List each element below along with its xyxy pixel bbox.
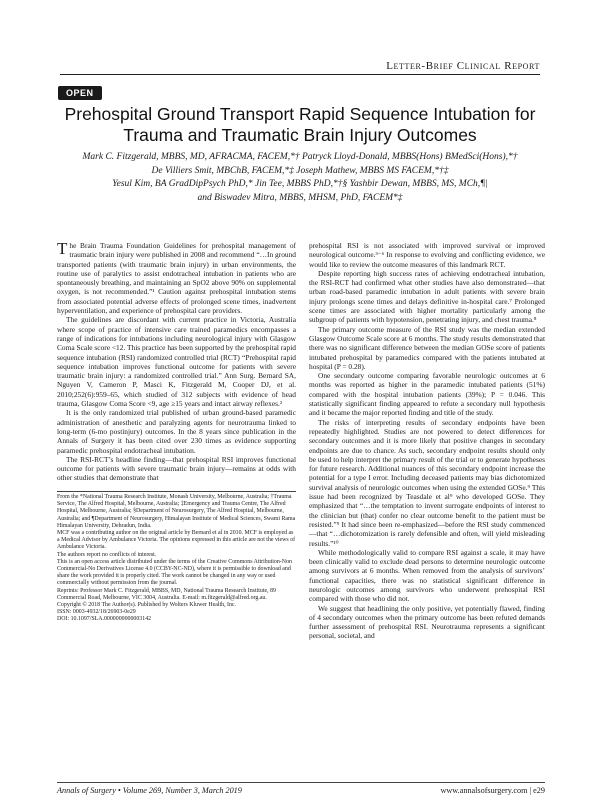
paragraph: The guidelines are discordant with current practice in Victoria, Australia where scope of practice of intensive care trained paramedics encompasses a range of indications for intubations including neurological injury with Glasgow Coma Scale score <12. This practice has been supported by the prehospital rapid sequence intubation (RSI) randomized controlled trial (RCT) “Prehospital rapid sequence intubation improves functional outcome for patients with severe traumatic brain injury: a randomized controlled trial.” Ann Surg. Bernard SA, Nguyen V, Cameron P, Masci K, Fitzgerald M, Cooper DJ, et al. 2010;252(6):959–65, which studied of 312 subjects with evidence of head trauma, Glasgow Coma Score <9, age ≥15 years and intact airway reflexes.² (57, 315, 296, 409)
footnote-doi: DOI: 10.1097/SLA.0000000000003142 (57, 616, 152, 623)
footnotes (57, 494, 296, 624)
footnote-affiliations: From the *National Trauma Research Institute, Monash University, Melbourne, Australia; †Trauma Service, The Alfred Hospital, Melbourne, Australia; ‡Emergency and Trauma Centre, The Alfred Hospital, Melbourne, Australia; §Department of Neurosurgery, The Alfred Hospital, Melbourne, Australia; and ¶Department of Neurosurgery, Himalayan Institute of Medical Sciences, Swami Rama Himalayan University, Dehradun, India. (57, 494, 296, 529)
title-line-2: Trauma and Traumatic Brain Injury Outcomes (123, 125, 477, 145)
authors-line-3: Yesul Kim, BA GradDipPsych PhD,* Jin Tee, MBBS PhD,*†§ Yashbir Dewan, MBBS, MS, MCh,¶| (112, 179, 488, 189)
journal-site-page: www.annalsofsurgery.com | e29 (440, 786, 545, 795)
paragraph: The primary outcome measure of the RSI study was the median extended Glasgow Outcome Scale score at 6 months. The study results demonstrated that there was no significant difference between the median GOSe score of patients intubated prehospital by paramedics compared with the patients intubated at hospital (P = 0.28). (309, 324, 545, 371)
paragraph: The RSI-RCT’s headline finding—that prehospital RSI improves functional outcome for patients with severe traumatic brain injury—remains at odds with other studies that demonstrate that (57, 454, 296, 483)
paragraph-text: he Brain Trauma Foundation Guidelines for prehospital management of traumatic brain injury were published in 2008 and recommend “…In ground transported patients (with traumatic brain injury) in urban environments, the routine use of paralytics to assist endotracheal intubation in patients who are spontaneously breathing, and maintaining an SpO2 above 90% on supplemental oxygen, is not recommended.”¹ Caution against prehospital intubation stems from associated potential adverse effects of prolonged scene times, inadvertent hyperventilation, and experience of prehospital care providers. (57, 241, 296, 316)
author-list (60, 151, 540, 205)
footnote-contribution: MCF was a contributing author on the original article by Bernard et al in 2010. MCF is employed as a Medical Advisor by Ambulance Victoria. The opinions expressed in this article are not the views of Ambulance Victoria. (57, 530, 296, 551)
paragraph: One secondary outcome comparing favorable neurologic outcomes at 6 months was reported as higher in the paramedic intubated patients (51%) compared with the hospital intubation patients (39%); P = 0.046. This statistically significant finding appeared to refute a secondary null hypothesis and it became the major reported finding and title of the study. (309, 371, 545, 418)
header-rule (60, 74, 540, 75)
paragraph: prehospital RSI is not associated with improved survival or improved neurological outcome.³⁻⁶ In response to evolving and conflicting evidence, we would like to review the outcome measures of this landmark RCT. (309, 241, 545, 269)
authors-line-2: De Villiers Smit, MBChB, FACEM,*‡ Joseph Mathew, MBBS MS FACEM,*†‡ (151, 165, 449, 176)
title-line-1: Prehospital Ground Transport Rapid Sequence Intubation for (64, 104, 536, 124)
footnote-conflicts: The authors report no conflicts of interest. (57, 551, 157, 558)
paragraph: While methodologically valid to compare RSI against a scale, it may have been clinically valid to exclude dead persons to determine neurologic outcome among survivors at 6 months. When removed from the analysis of survivors’ functional capacities, there was no statistical significant difference in neurologic outcomes among survivors who underwent prehospital RSI compared with those who did not. (309, 547, 545, 604)
drop-cap: T (57, 239, 68, 258)
footnote-license: This is an open access article distributed under the terms of the Creative Commons Attribution-Non Commercial-No Derivatives License 4.0 (CCBY-NC-ND), where it is permissible to download and share the work provided it is properly cited. The work cannot be changed in any way or used commercially without permission from the journal. (57, 558, 292, 587)
paragraph: We suggest that headlining the only positive, yet potentially flawed, finding of 4 secondary outcomes when the primary outcome has been refuted demands further assessment of prehospital RSI. Neurotrauma represents a significant personal, societal, and (309, 603, 545, 641)
paragraph: Despite reporting high success rates of achieving endotracheal intubation, the RSI-RCT had confirmed what other studies have also demonstrated—that urban road-based paramedic intubation in adult patients with severe brain injury prolongs scene times and delays definitive in-hospital care.⁷ Prolonged scene times are associated with higher mortality particularly among the subgroup of patients with hypotension, penetrating injury, and chest trauma.⁸ (309, 268, 545, 325)
footnote-issn: ISSN: 0003-4932/18/26903-0e29 (57, 609, 136, 616)
footnote-copyright: Copyright © 2018 The Author(s). Published by Wolters Kluwer Health, Inc. (57, 602, 237, 609)
footer-rule (57, 782, 545, 783)
journal-citation: Annals of Surgery • Volume 269, Number 3, March 2019 (57, 786, 242, 795)
left-column (57, 241, 296, 483)
footnote-reprints: Reprints: Professor Mark C. Fitzgerald, MBBS, MD, National Trauma Research Institute, 89 Commercial Road, Melbourne, VIC 3004, Australia. E-mail: m.fitzgerald@alfred.org.au. (57, 587, 276, 601)
right-column (309, 241, 545, 641)
authors-line-1: Mark C. Fitzgerald, MBBS, MD, AFRACMA, FACEM,*† Patryck Lloyd-Donald, MBBS(Hons) BMedSci(Hons),*† (82, 152, 518, 162)
paragraph: The risks of interpreting results of secondary endpoints have been repeatedly highlighted. Studies are not powered to detect differences for secondary outcomes and it is more likely that positive changes in secondary endpoints are due to chance. As such, secondary endpoint results should only be used to help interpret the primary result of the trial or to generate hypotheses for future research. Additional nuances of this secondary endpoint increase the potential for a type I error. Including deceased patients may bias dichotomized survival analysis of neurologic outcomes when using the extended GOSe.⁹ This issue had been recognized by Teasdale et al⁹ who developed GOSe. They emphasized that “…the temptation to invent surrogate endpoints of interest to the clinician but (that) confer no clear outcome benefit to the patient must be resisted.”⁹ It had since been re-emphasized—before the RSI study commenced—that “…dichotomization is rarely defensible and often, will yield misleading results.”¹⁰ (309, 417, 545, 548)
article-title (40, 104, 560, 146)
open-access-badge: OPEN (58, 86, 102, 100)
authors-line-4: and Biswadev Mitra, MBBS, MHSM, PhD, FACEM*‡ (197, 192, 403, 203)
paragraph: It is the only randomized trial published of urban ground-based paramedic administration of anesthetic and paralyzing agents for neurotrauma linked to long-term (6-mo postinjury) outcomes. In the 8 years since publication in the Annals of Surgery it has been cited over 230 times as evidence supporting paramedic prehospital endotracheal intubation. (57, 408, 296, 455)
section-header: Letter-Brief Clinical Report (386, 60, 540, 72)
footnote-rule (57, 491, 296, 492)
paragraph (57, 241, 296, 315)
